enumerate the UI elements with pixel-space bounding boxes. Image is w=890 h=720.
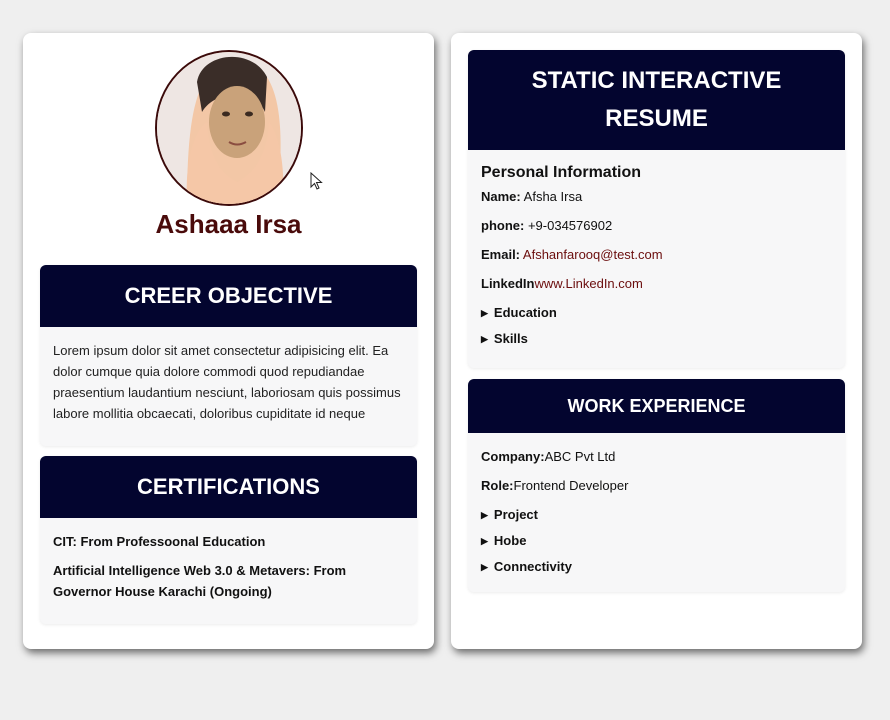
email-label: Email:: [481, 247, 521, 262]
triangle-right-icon: ▶: [481, 510, 488, 520]
resume-section: [468, 50, 845, 368]
project-toggle[interactable]: [481, 507, 832, 533]
career-objective-title: CREER OBJECTIVE: [40, 265, 417, 327]
triangle-right-icon: ▶: [481, 562, 488, 572]
profile-name: Ashaaa Irsa: [155, 209, 302, 239]
left-card: [23, 33, 434, 649]
certification-item: Artificial Intelligence Web 3.0 & Metavers: From Governor House Karachi (Ongoing): [53, 563, 347, 599]
name-label: Name:: [481, 189, 521, 204]
phone-field: [481, 218, 832, 247]
work-experience-section: [468, 379, 845, 592]
company-label: Company:: [481, 449, 545, 464]
certification-item: CIT: From Professoonal Education: [53, 534, 266, 549]
company-field: [481, 449, 832, 478]
linkedin-link[interactable]: www.LinkedIn.com: [534, 276, 643, 291]
resume-title: [468, 50, 845, 150]
role-label: Role:: [481, 478, 514, 493]
connectivity-toggle[interactable]: [481, 559, 832, 585]
role-value: Frontend Developer: [513, 478, 629, 493]
career-objective-text: Lorem ipsum dolor sit amet consectetur adipisicing elit. Ea dolor cumque quia dolore commodi quod repudiandae praesentium laudantium nesciunt, laboriosam quis possimus labore mollitia obcaecati, doloribus cupiditate id neque: [53, 343, 401, 421]
personal-info-title: Personal Information: [481, 164, 642, 181]
certifications-title: CERTIFICATIONS: [40, 456, 417, 518]
skills-label: Skills: [493, 331, 528, 346]
education-toggle[interactable]: [481, 305, 832, 331]
triangle-right-icon: ▶: [481, 308, 488, 318]
name-field: [481, 189, 832, 218]
linkedin-label: LinkedIn: [481, 276, 535, 291]
resume-title-line2: RESUME: [605, 105, 708, 132]
resume-title-line1: STATIC INTERACTIVE: [531, 67, 782, 94]
phone-label: phone:: [481, 218, 525, 233]
right-card: [451, 33, 862, 649]
career-objective-section: [40, 265, 417, 446]
triangle-right-icon: ▶: [481, 334, 488, 344]
hobe-label: Hobe: [493, 533, 527, 548]
skills-toggle[interactable]: [481, 331, 832, 357]
connectivity-label: Connectivity: [493, 559, 572, 574]
email-link[interactable]: Afshanfarooq@test.com: [522, 247, 663, 262]
education-label: Education: [493, 305, 557, 320]
name-value: Afsha Irsa: [523, 189, 583, 204]
company-value: ABC Pvt Ltd: [544, 449, 616, 464]
work-experience-title: WORK EXPERIENCE: [468, 379, 845, 433]
profile-photo: [157, 52, 301, 204]
role-field: [481, 478, 832, 507]
project-label: Project: [493, 507, 538, 522]
email-field: [481, 247, 832, 276]
mouse-cursor-icon: [310, 172, 324, 190]
avatar: [155, 50, 303, 206]
linkedin-field: [481, 276, 832, 305]
triangle-right-icon: ▶: [481, 536, 488, 546]
phone-value: +9-034576902: [527, 218, 613, 233]
certifications-section: [40, 456, 417, 624]
hobe-toggle[interactable]: [481, 533, 832, 559]
